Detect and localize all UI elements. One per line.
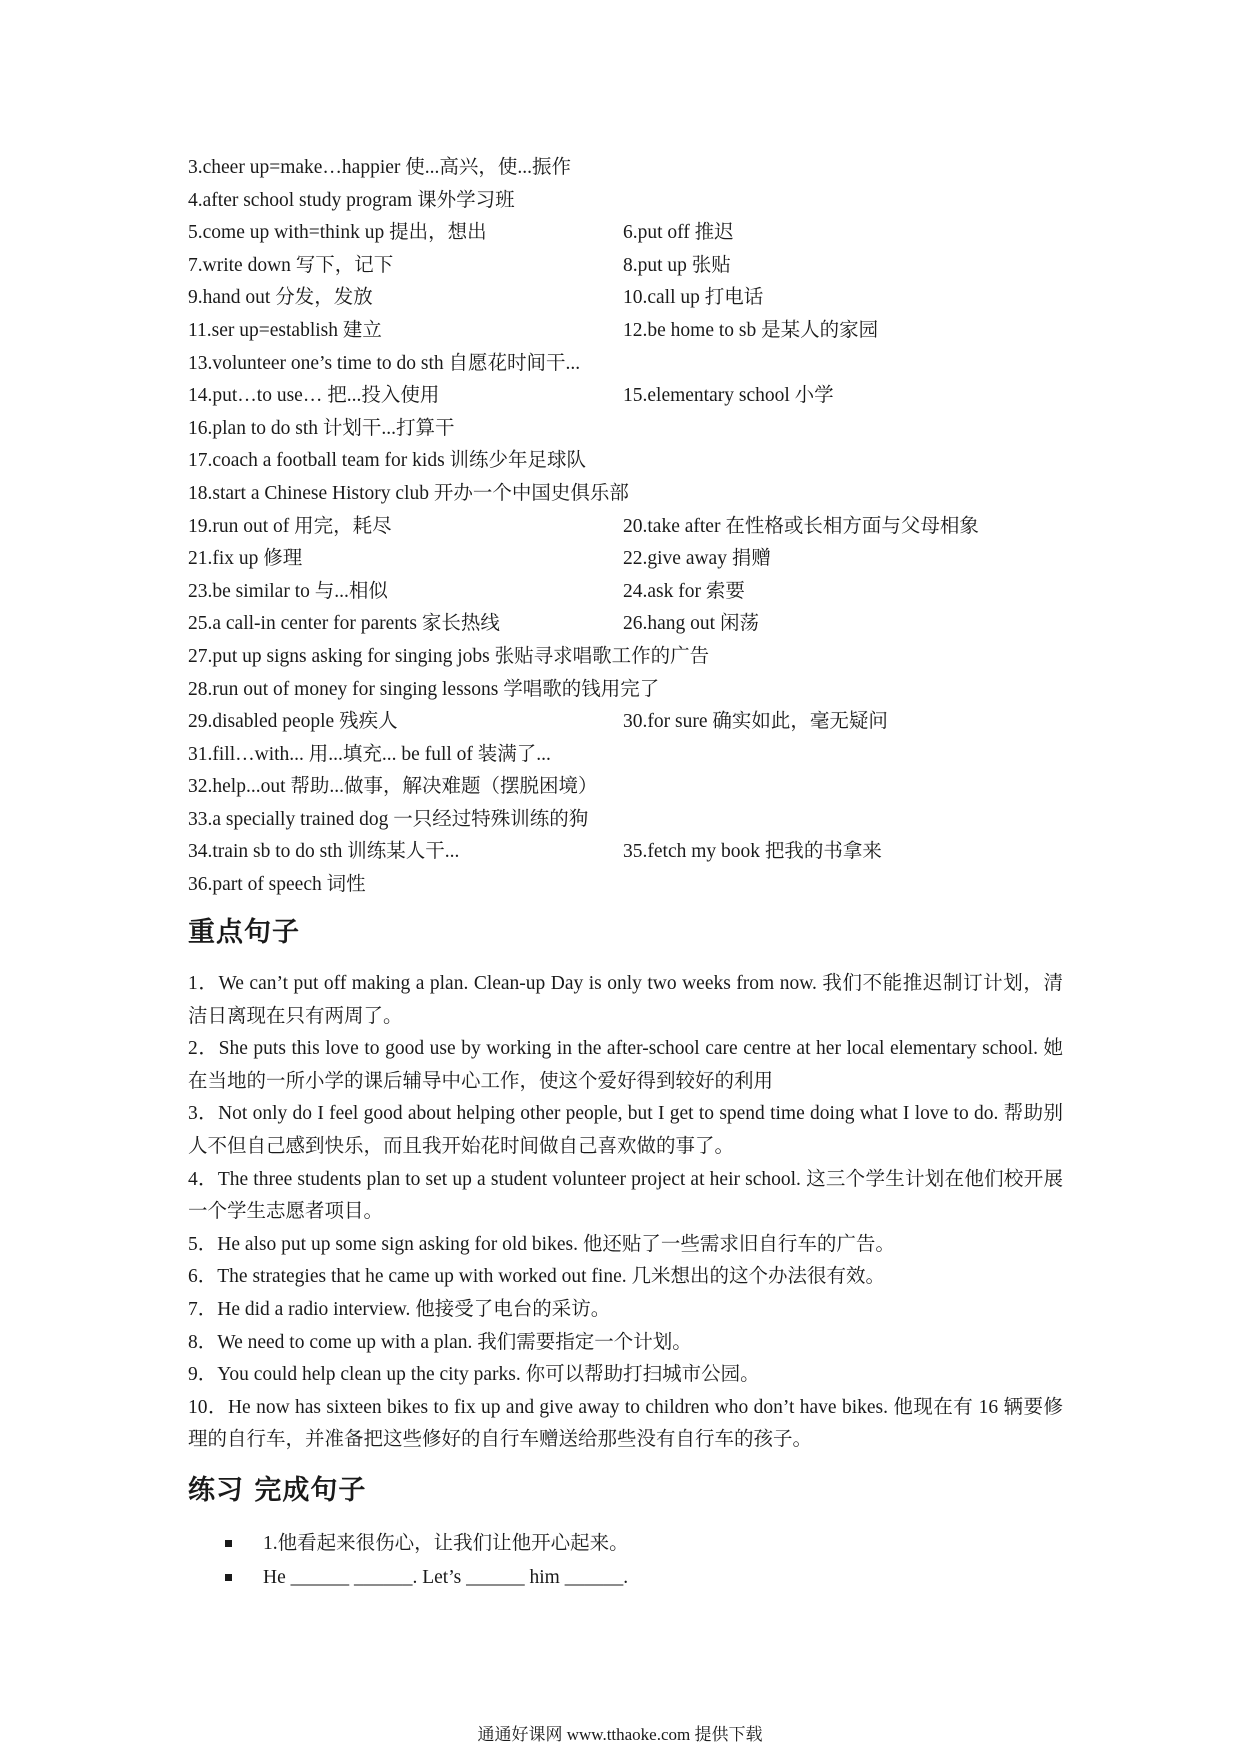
exercise-text: He ______ ______. Let’s ______ him ______. xyxy=(263,1567,629,1588)
phrase-row xyxy=(188,380,1088,413)
phrase-row xyxy=(188,804,1088,837)
phrase-item: 34.train sb to do sth 训练某人干... xyxy=(188,841,460,863)
phrase-row xyxy=(188,641,1088,674)
phrase-row xyxy=(188,348,1088,381)
phrase-item: 28.run out of money for singing lessons 学唱歌的钱用完了 xyxy=(188,678,660,700)
phrase-item: 6.put off 推迟 xyxy=(623,222,734,244)
phrase-item: 25.a call-in center for parents 家长热线 xyxy=(188,613,500,635)
phrase-item: 4.after school study program 课外学习班 xyxy=(188,189,515,211)
phrase-item: 26.hang out 闲荡 xyxy=(623,613,759,635)
phrase-item: 12.be home to sb 是某人的家园 xyxy=(623,319,879,341)
phrase-row xyxy=(188,869,1088,902)
phrase-row xyxy=(188,217,1088,250)
phrase-item: 29.disabled people 残疾人 xyxy=(188,711,398,733)
phrase-row xyxy=(188,152,1088,185)
phrase-item: 19.run out of 用完，耗尽 xyxy=(188,515,392,537)
footer: 通通好课网 www.tthaoke.com 提供下载 xyxy=(477,1725,763,1744)
sentence-item: 2．She puts this love to good use by working in the after-school care centre at her local elementary school. 她在当地的一所小学的课后辅导中心工作，使这个爱好得到较好的利用 xyxy=(188,1038,1063,1092)
phrase-item: 11.ser up=establish 建立 xyxy=(188,319,382,341)
sentence-item: 9．You could help clean up the city parks. 你可以帮助打扫城市公园。 xyxy=(188,1364,760,1386)
phrase-item: 23.be similar to 与...相似 xyxy=(188,580,388,602)
exercise-item xyxy=(225,1527,1045,1561)
phrase-item: 31.fill…with... 用...填充... be full of 装满了... xyxy=(188,743,551,765)
phrase-item: 27.put up signs asking for singing jobs 张贴寻求唱歌工作的广告 xyxy=(188,645,710,667)
phrase-row xyxy=(188,674,1088,707)
phrase-item: 9.hand out 分发，发放 xyxy=(188,287,373,309)
phrase-item: 30.for sure 确实如此，毫无疑问 xyxy=(623,711,888,733)
heading-exercise: 练习 完成句子 xyxy=(188,1475,367,1506)
sentence-item: 4．The three students plan to set up a student volunteer project at heir school. 这三个学生计划在他们校开展一个学生志愿者项目。 xyxy=(188,1168,1063,1223)
phrase-row xyxy=(188,478,1088,511)
bullet-icon xyxy=(225,1540,232,1547)
exercise-item xyxy=(225,1561,1045,1595)
phrase-item: 8.put up 张贴 xyxy=(623,254,731,276)
phrase-item: 33.a specially trained dog 一只经过特殊训练的狗 xyxy=(188,808,589,830)
phrase-item: 13.volunteer one’s time to do sth 自愿花时间干... xyxy=(188,352,581,374)
phrase-item: 35.fetch my book 把我的书拿来 xyxy=(623,841,882,863)
phrase-item: 18.start a Chinese History club 开办一个中国史俱乐部 xyxy=(188,482,629,504)
phrase-item: 21.fix up 修理 xyxy=(188,548,303,570)
phrase-row xyxy=(188,250,1088,283)
sentence-item: 10．He now has sixteen bikes to fix up and give away to children who don’t have bikes. 他现在有 16 辆要修理的自行车，并准备把这些修好的自行车赠送给那些没有自行车的孩子。 xyxy=(188,1396,1063,1451)
phrase-item: 10.call up 打电话 xyxy=(623,287,764,309)
phrase-item: 32.help...out 帮助...做事，解决难题（摆脱困境） xyxy=(188,776,598,798)
phrase-item: 20.take after 在性格或长相方面与父母相象 xyxy=(623,515,979,537)
phrase-item: 5.come up with=think up 提出，想出 xyxy=(188,222,487,244)
phrase-row xyxy=(188,445,1088,478)
phrase-row xyxy=(188,739,1088,772)
phrase-item: 3.cheer up=make…happier 使...高兴，使...振作 xyxy=(188,157,572,178)
bullet-icon xyxy=(225,1574,232,1581)
phrase-row xyxy=(188,608,1088,641)
phrase-row xyxy=(188,185,1088,218)
phrase-item: 24.ask for 索要 xyxy=(623,580,745,602)
phrase-list xyxy=(188,152,1088,902)
phrase-row xyxy=(188,511,1088,544)
sentence-item: 3．Not only do I feel good about helping other people, but I get to spend time doing what I love to do. 帮助别人不但自己感到快乐，而且我开始花时间做自己喜欢做的事了。 xyxy=(188,1103,1063,1157)
phrase-row xyxy=(188,282,1088,315)
phrase-row xyxy=(188,771,1088,804)
phrase-item: 36.part of speech 词性 xyxy=(188,874,366,896)
phrase-item: 17.coach a football team for kids 训练少年足球队 xyxy=(188,450,587,472)
phrase-item: 14.put…to use… 把...投入使用 xyxy=(188,385,440,407)
sentence-item: 1．We can’t put off making a plan. Clean-up Day is only two weeks from now. 我们不能推迟制订计划，清洁日离现在只有两周了。 xyxy=(188,973,1063,1027)
exercise-list xyxy=(225,1527,1045,1595)
phrase-item: 15.elementary school 小学 xyxy=(623,385,834,407)
phrase-row xyxy=(188,543,1088,576)
phrase-item: 16.plan to do sth 计划干...打算干 xyxy=(188,417,455,439)
phrase-row xyxy=(188,576,1088,609)
heading-key-sentences: 重点句子 xyxy=(188,917,300,948)
sentence-item: 5．He also put up some sign asking for old bikes. 他还贴了一些需求旧自行车的广告。 xyxy=(188,1233,895,1255)
phrase-item: 22.give away 捐赠 xyxy=(623,548,771,570)
sentence-item: 6．The strategies that he came up with worked out fine. 几米想出的这个办法很有效。 xyxy=(188,1266,885,1288)
phrase-row xyxy=(188,836,1088,869)
phrase-row xyxy=(188,706,1088,739)
phrase-row xyxy=(188,413,1088,446)
sentence-item: 8．We need to come up with a plan. 我们需要指定一个计划。 xyxy=(188,1331,692,1353)
phrase-row xyxy=(188,315,1088,348)
exercise-text: 1.他看起来很伤心，让我们让他开心起来。 xyxy=(263,1533,629,1554)
phrase-item: 7.write down 写下，记下 xyxy=(188,254,394,276)
sentence-item: 7．He did a radio interview. 他接受了电台的采访。 xyxy=(188,1298,611,1320)
sentence-list xyxy=(188,968,1063,1457)
